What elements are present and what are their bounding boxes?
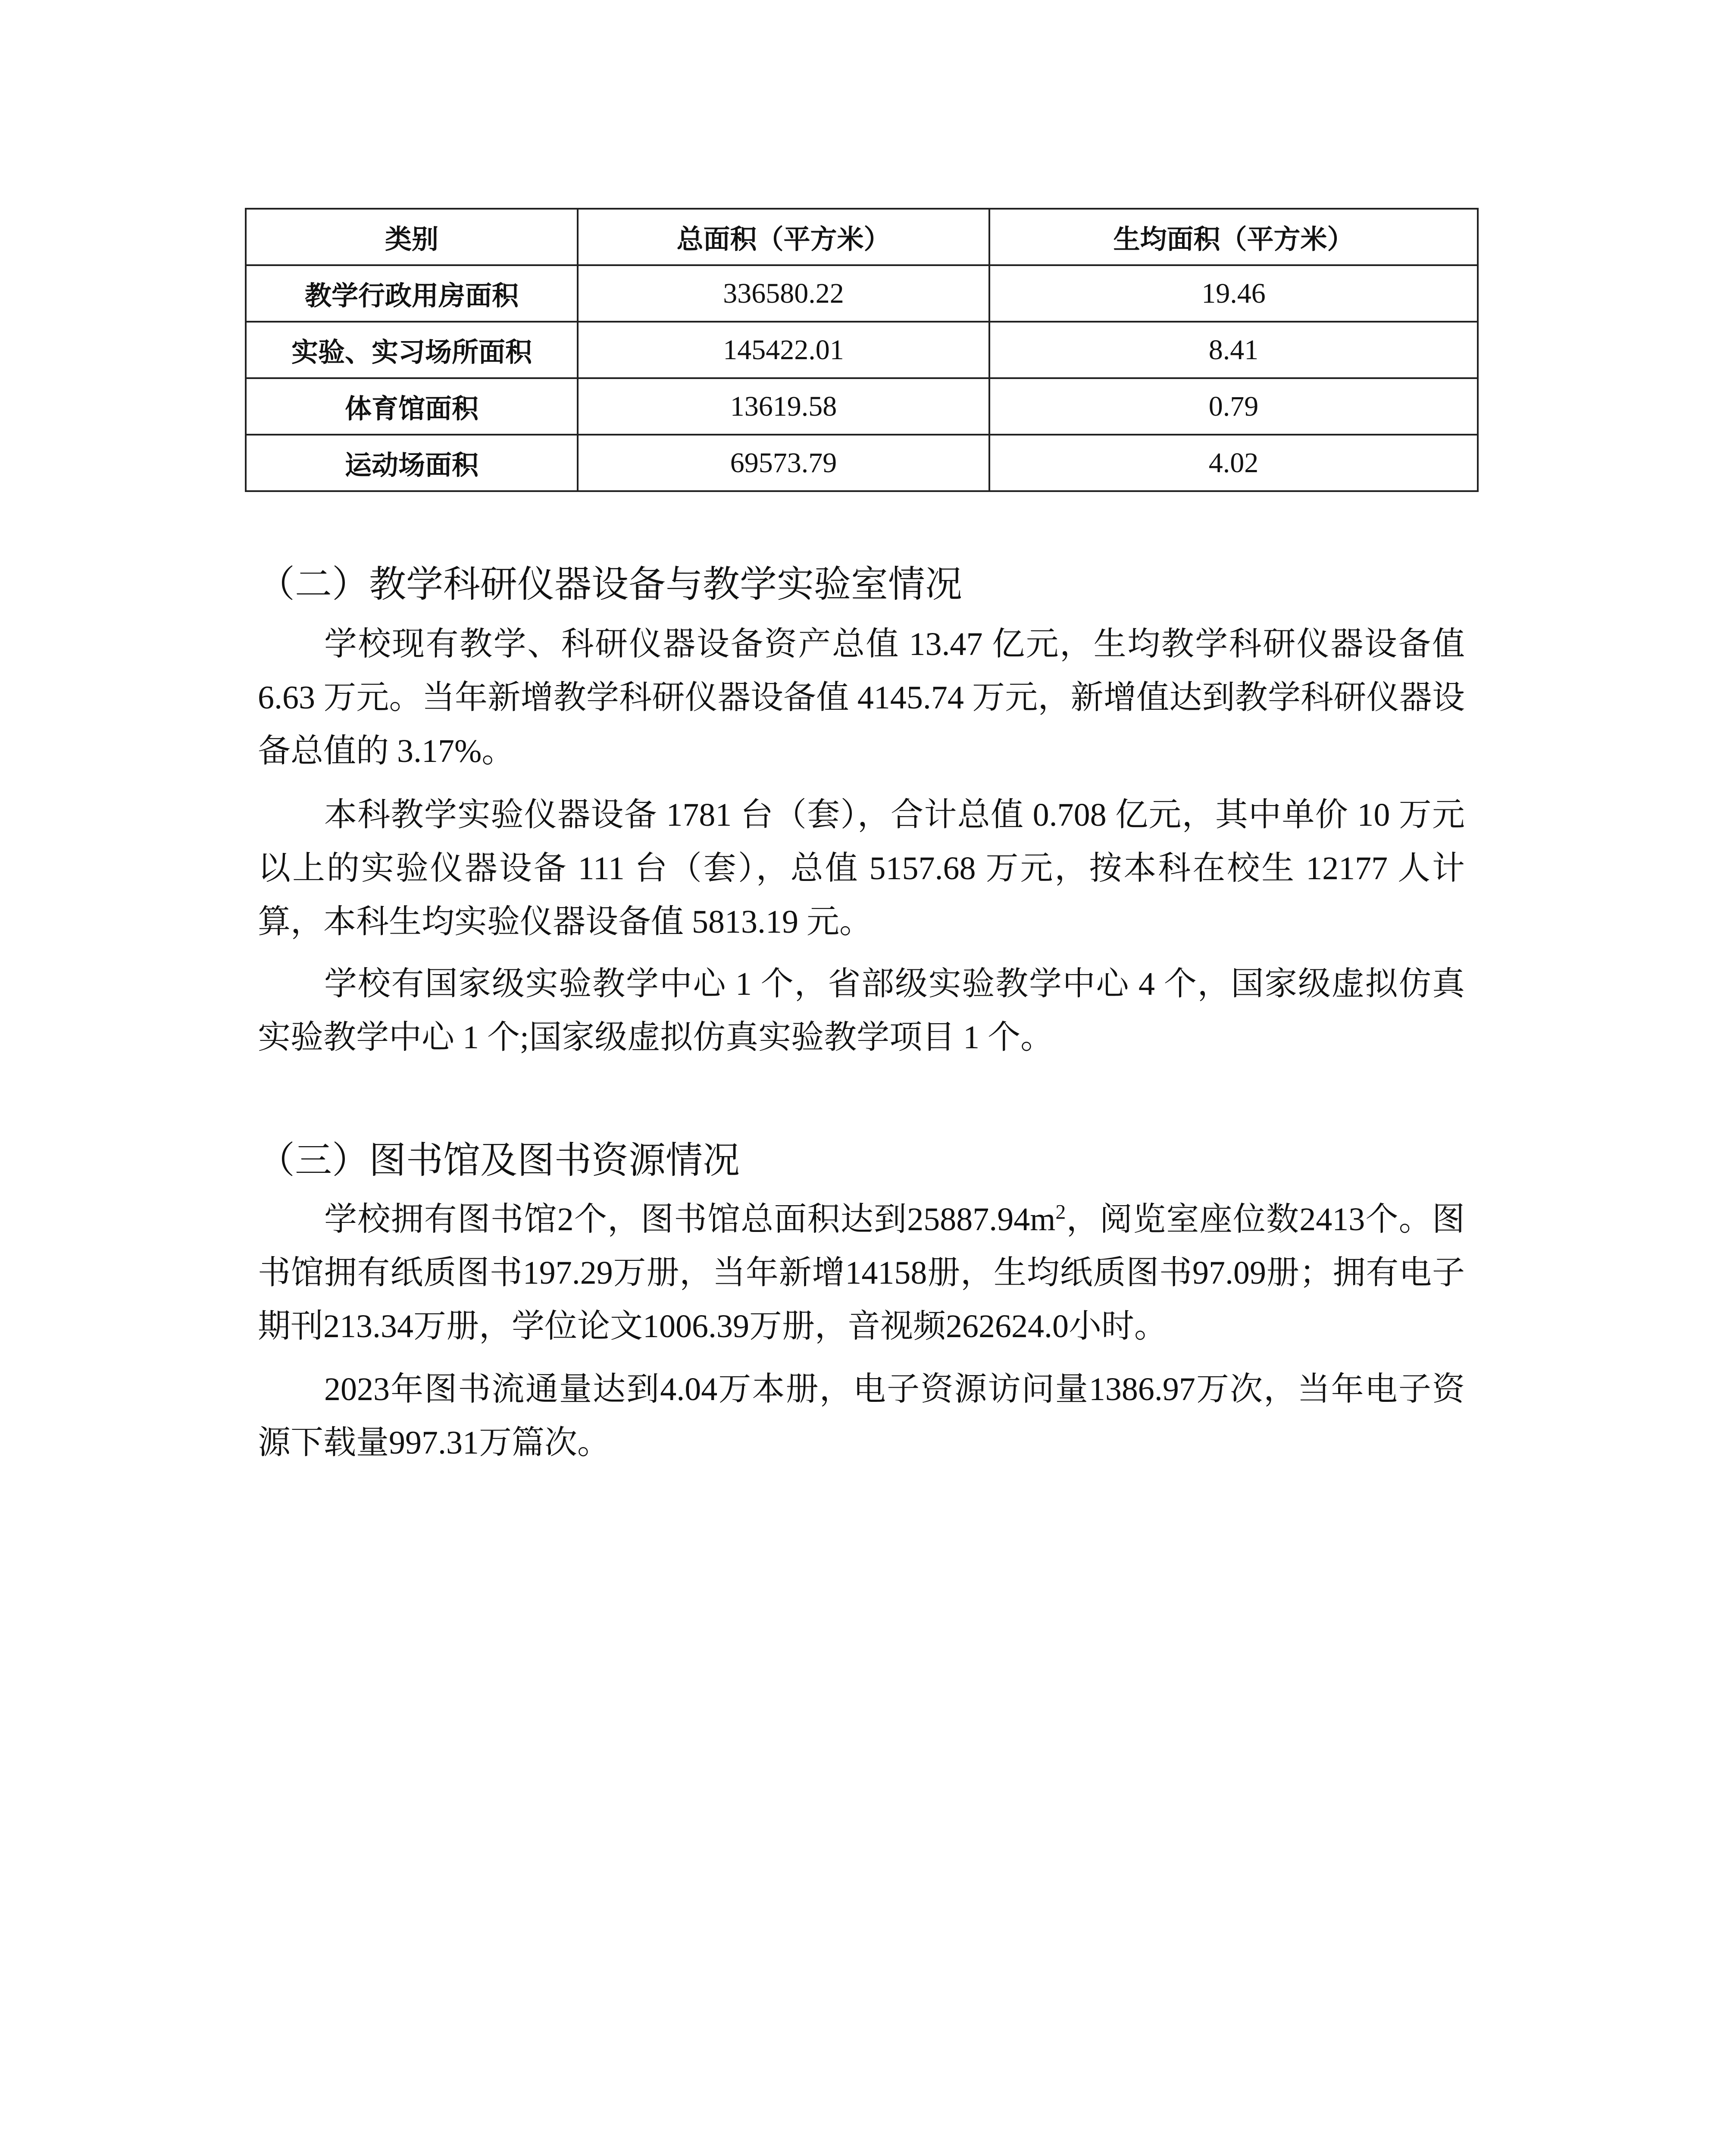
library-text-part1: 学校拥有图书馆2个，图书馆总面积达到25887.94m — [324, 1201, 1056, 1238]
cell-total-area: 336580.22 — [578, 265, 989, 322]
cell-per-student-area: 4.02 — [989, 435, 1478, 491]
cell-category: 实验、实习场所面积 — [246, 322, 578, 378]
table-header-row — [246, 209, 1478, 265]
table-row — [246, 265, 1478, 322]
paragraph-lab-equipment: 本科教学实验仪器设备 1781 台（套），合计总值 0.708 亿元，其中单价 10 万元以上的实验仪器设备 111 台（套），总值 5157.68 万元，按本科在校生 12177 人计算，本科生均实验仪器设备值 5813.19 元。 — [258, 797, 1465, 940]
area-table — [245, 208, 1479, 492]
paragraph-library-circulation: 2023年图书流通量达到4.04万本册，电子资源访问量1386.97万次，当年电子资源下载量997.31万篇次。 — [258, 1371, 1465, 1461]
cell-category: 体育馆面积 — [246, 378, 578, 435]
table-row — [246, 378, 1478, 435]
header-category: 类别 — [246, 209, 578, 265]
cell-per-student-area: 0.79 — [989, 378, 1478, 435]
header-per-student-area: 生均面积（平方米） — [989, 209, 1478, 265]
cell-total-area: 145422.01 — [578, 322, 989, 378]
cell-category: 运动场面积 — [246, 435, 578, 491]
cell-total-area: 13619.58 — [578, 378, 989, 435]
cell-per-student-area: 8.41 — [989, 322, 1478, 378]
header-total-area: 总面积（平方米） — [578, 209, 989, 265]
table-row — [246, 435, 1478, 491]
section-heading-library: （三）图书馆及图书资源情况 — [258, 1139, 740, 1182]
cell-total-area: 69573.79 — [578, 435, 989, 491]
area-unit-superscript: 2 — [1055, 1200, 1066, 1224]
paragraph-equipment-value: 学校现有教学、科研仪器设备资产总值 13.47 亿元，生均教学科研仪器设备值 6.63 万元。当年新增教学科研仪器设备值 4145.74 万元，新增值达到教学科研仪器设备总值的 3.17%。 — [258, 626, 1465, 769]
library-text-part2: ，阅览室座位数2413个。图书馆拥有纸质图书197.29万册，当年新增14158册，生均纸质图书97.09册；拥有电子期刊213.34万册，学位论文1006.39万册，音视频262624.0小时。 — [258, 1201, 1465, 1344]
cell-per-student-area: 19.46 — [989, 265, 1478, 322]
section-heading-equipment: （二）教学科研仪器设备与教学实验室情况 — [258, 563, 962, 606]
table-row — [246, 322, 1478, 378]
paragraph-teaching-centers: 学校有国家级实验教学中心 1 个，省部级实验教学中心 4 个，国家级虚拟仿真实验教学中心 1 个;国家级虚拟仿真实验教学项目 1 个。 — [258, 966, 1465, 1056]
paragraph-library-resources — [258, 1193, 1465, 1353]
cell-category: 教学行政用房面积 — [246, 265, 578, 322]
